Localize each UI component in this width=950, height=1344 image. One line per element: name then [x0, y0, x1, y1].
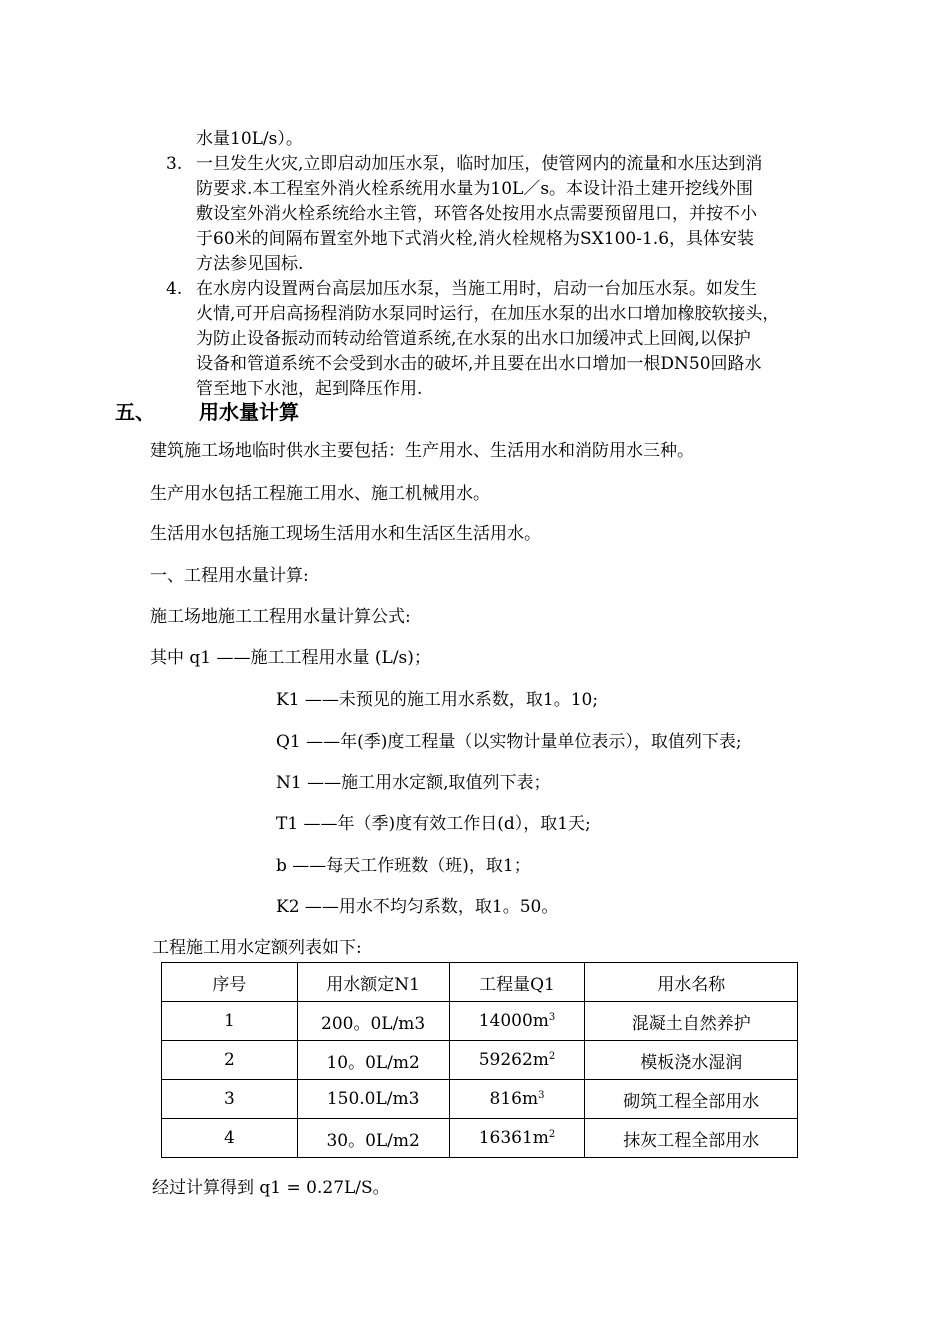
- paragraph: 其中 q1 ——施工工程用水量 (L/s)；: [150, 648, 431, 668]
- table-row: [162, 1119, 798, 1158]
- table-caption: 工程施工用水定额列表如下:: [152, 938, 362, 958]
- cell-usage-name: 混凝土自然养护: [585, 1002, 798, 1041]
- list-item-3-line-1: 一旦发生火灾,立即启动加压水泵，临时加压，使管网内的流量和水压达到消: [196, 154, 763, 174]
- cell-usage-name: 砌筑工程全部用水: [585, 1080, 798, 1119]
- definition-line: T1 ——年（季)度有效工作日(d），取1天;: [276, 814, 591, 834]
- paragraph: 一、工程用水量计算:: [150, 566, 309, 586]
- list-item-3-line-3: 敷设室外消火栓系统给水主管，环管各处按用水点需要预留甩口，并按不小: [196, 204, 757, 224]
- table-row: [162, 1041, 798, 1080]
- header-quota: 用水额定N1: [297, 963, 449, 1002]
- list-item-4-line-4: 设备和管道系统不会受到水击的破坏,并且要在出水口增加一根DN50回路水: [196, 354, 762, 374]
- water-quota-table: [161, 962, 798, 1158]
- section-number: 五、: [115, 400, 155, 424]
- list-item-4-line-1: 在水房内设置两台高层加压水泵，当施工用时，启动一台加压水泵。如发生: [196, 279, 757, 299]
- table-row: [162, 1002, 798, 1041]
- cell-usage-name: 抹灰工程全部用水: [585, 1119, 798, 1158]
- list-number-4: 4.: [166, 279, 183, 299]
- list-item-4-line-5: 管至地下水池，起到降压作用.: [196, 379, 423, 399]
- list-item-4-line-2: 火情,可开启高扬程消防水泵同时运行，在加压水泵的出水口增加橡胶软接头，: [196, 304, 780, 324]
- cell-quantity: $14000m^3$: [449, 1002, 585, 1041]
- cell-quantity: $16361m^2$: [449, 1119, 585, 1158]
- definition-line: K2 ——用水不均匀系数，取1。50。: [276, 897, 559, 917]
- paragraph: 生活用水包括施工现场生活用水和生活区生活用水。: [150, 524, 541, 544]
- list-number-3: 3.: [166, 154, 183, 174]
- cell-quota: 200。0L/m3: [297, 1002, 449, 1041]
- cell-index: 2: [162, 1041, 298, 1080]
- definition-line: Q1 ——年(季)度工程量（以实物计量单位表示），取值列下表;: [276, 732, 742, 752]
- table-row: [162, 1080, 798, 1119]
- cell-index: 1: [162, 1002, 298, 1041]
- list-item-3-line-4: 于60米的间隔布置室外地下式消火栓,消火栓规格为SX100-1.6，具体安装: [196, 229, 755, 249]
- paragraph: 生产用水包括工程施工用水、施工机械用水。: [150, 484, 490, 504]
- calculation-result: 经过计算得到 q1 = 0.27L/S。: [152, 1178, 390, 1198]
- cell-index: 3: [162, 1080, 298, 1119]
- list-item-3-line-5: 方法参见国标.: [196, 254, 304, 274]
- cell-index: 4: [162, 1119, 298, 1158]
- table-header-row: [162, 963, 798, 1002]
- cell-quantity: $816m^3$: [449, 1080, 585, 1119]
- definition-line: N1 ——施工用水定额,取值列下表；: [276, 773, 551, 793]
- cell-usage-name: 模板浇水湿润: [585, 1041, 798, 1080]
- list-item-3-line-2: 防要求.本工程室外消火栓系统用水量为10L／s。本设计沿土建开挖线外围: [196, 179, 754, 199]
- section-title: 用水量计算: [199, 400, 299, 424]
- cell-quota: 30。0L/m2: [297, 1119, 449, 1158]
- cell-quantity: $59262m^2$: [449, 1041, 585, 1080]
- list-continuation-line: 水量10L/s）。: [196, 129, 303, 149]
- header-quantity: 工程量Q1: [449, 963, 585, 1002]
- list-item-4-line-3: 为防止设备振动而转动给管道系统,在水泵的出水口加缓冲式上回阀,以保护: [196, 329, 751, 349]
- paragraph: 施工场地施工工程用水量计算公式:: [150, 607, 411, 627]
- definition-line: K1 ——未预见的施工用水系数，取1。10;: [276, 690, 599, 710]
- header-index: 序号: [162, 963, 298, 1002]
- header-usage-name: 用水名称: [585, 963, 798, 1002]
- cell-quota: 150.0L/m3: [297, 1080, 449, 1119]
- paragraph: 建筑施工场地临时供水主要包括：生产用水、生活用水和消防用水三种。: [150, 441, 694, 461]
- cell-quota: 10。0L/m2: [297, 1041, 449, 1080]
- definition-line: b ——每天工作班数（班)，取1；: [276, 856, 531, 876]
